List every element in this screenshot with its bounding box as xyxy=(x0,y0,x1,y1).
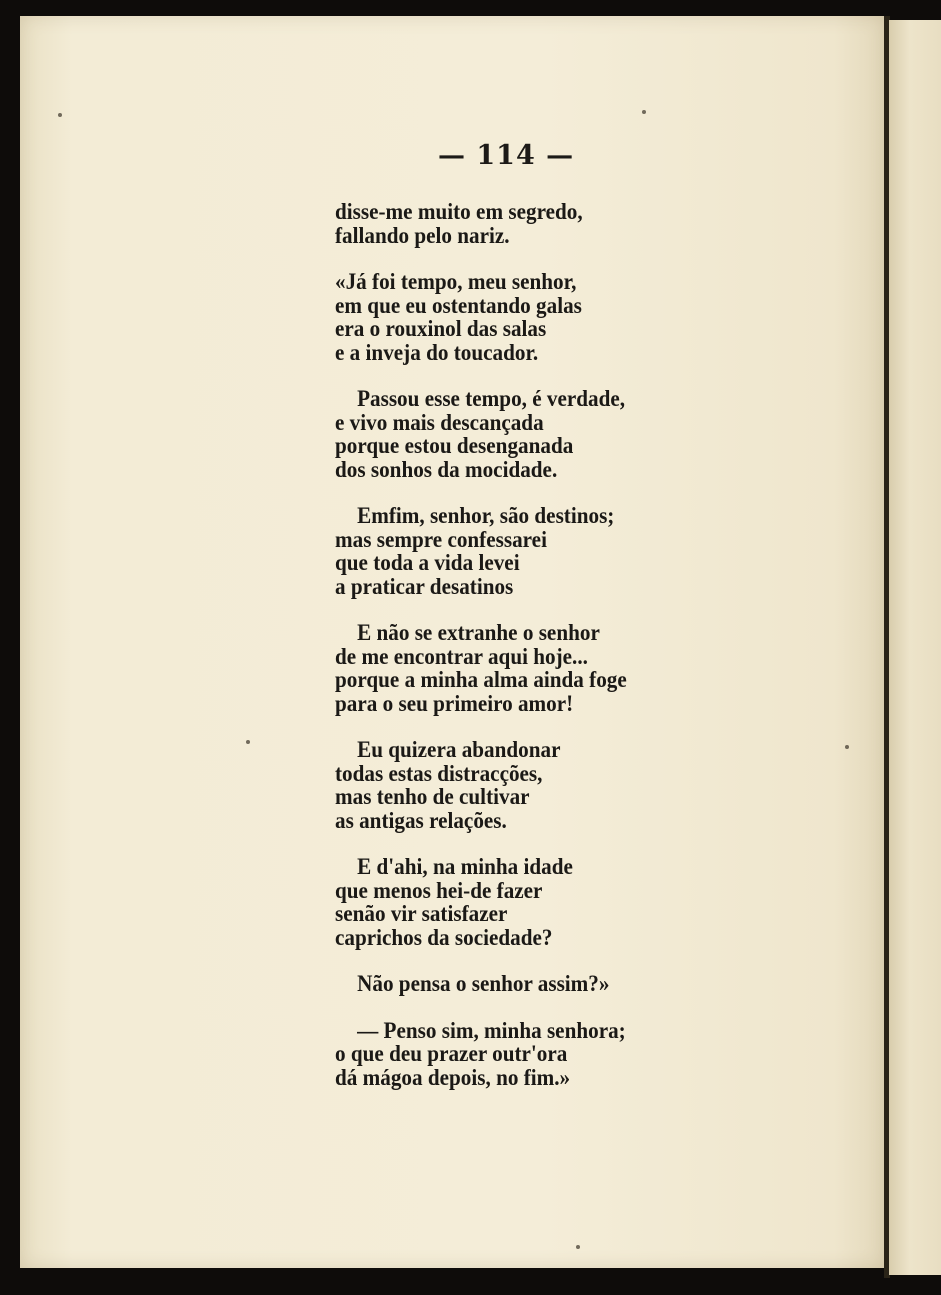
page-number: — 114 — xyxy=(438,140,575,171)
poem-line: o que deu prazer outr'ora xyxy=(335,1041,568,1066)
poem-line: disse-me muito em segredo, xyxy=(335,199,583,224)
stanza xyxy=(335,972,685,996)
stanza xyxy=(335,855,685,949)
poem-line: todas estas distracções, xyxy=(335,760,543,786)
facing-page-edge xyxy=(889,20,941,1275)
poem-line: em que eu ostentando galas xyxy=(335,292,582,318)
stanza xyxy=(335,621,685,715)
poem-line: porque a minha alma ainda foge xyxy=(335,667,627,692)
poem-line: que toda a vida levei xyxy=(335,550,520,575)
ink-speck xyxy=(845,745,849,749)
stanza xyxy=(335,738,685,832)
poem-line: e a inveja do toucador. xyxy=(335,339,539,365)
poem-line: mas sempre confessarei xyxy=(335,526,547,552)
poem-text xyxy=(335,200,685,1112)
poem-line: Eu quizera abandonar xyxy=(357,737,561,762)
poem-line: para o seu primeiro amor! xyxy=(335,690,574,716)
poem-line: mas tenho de cultivar xyxy=(335,784,530,809)
stanza xyxy=(335,504,685,598)
ink-speck xyxy=(246,740,250,744)
stanza xyxy=(335,200,685,247)
ink-speck xyxy=(58,113,62,117)
poem-line: dá mágoa depois, no fim.» xyxy=(335,1064,571,1090)
poem-line: de me encontrar aqui hoje... xyxy=(335,643,588,669)
ink-speck xyxy=(576,1245,580,1249)
stanza xyxy=(335,387,685,481)
poem-line: era o rouxinol das salas xyxy=(335,316,547,341)
poem-line: caprichos da sociedade? xyxy=(335,924,553,950)
stanza xyxy=(335,270,685,364)
ink-speck xyxy=(642,110,646,114)
poem-line: senão vir satisfazer xyxy=(335,901,508,926)
poem-line: Passou esse tempo, é verdade, xyxy=(357,386,626,411)
poem-line: porque estou desenganada xyxy=(335,433,574,458)
poem-line: que menos hei-de fazer xyxy=(335,877,543,903)
poem-line: Não pensa o senhor assim?» xyxy=(357,971,610,996)
poem-line: e vivo mais descançada xyxy=(335,409,544,435)
poem-line: dos sonhos da mocidade. xyxy=(335,456,558,482)
poem-line: Emfim, senhor, são destinos; xyxy=(357,503,615,528)
poem-line: as antigas relações. xyxy=(335,807,507,833)
poem-line: fallando pelo nariz. xyxy=(335,222,510,248)
poem-line: a praticar desatinos xyxy=(335,573,514,599)
poem-line: — Penso sim, minha senhora; xyxy=(357,1017,626,1043)
stanza xyxy=(335,1019,685,1090)
poem-line: E d'ahi, na minha idade xyxy=(357,854,573,879)
poem-line: E não se extranhe o senhor xyxy=(357,620,600,645)
poem-line: «Já foi tempo, meu senhor, xyxy=(335,269,577,294)
